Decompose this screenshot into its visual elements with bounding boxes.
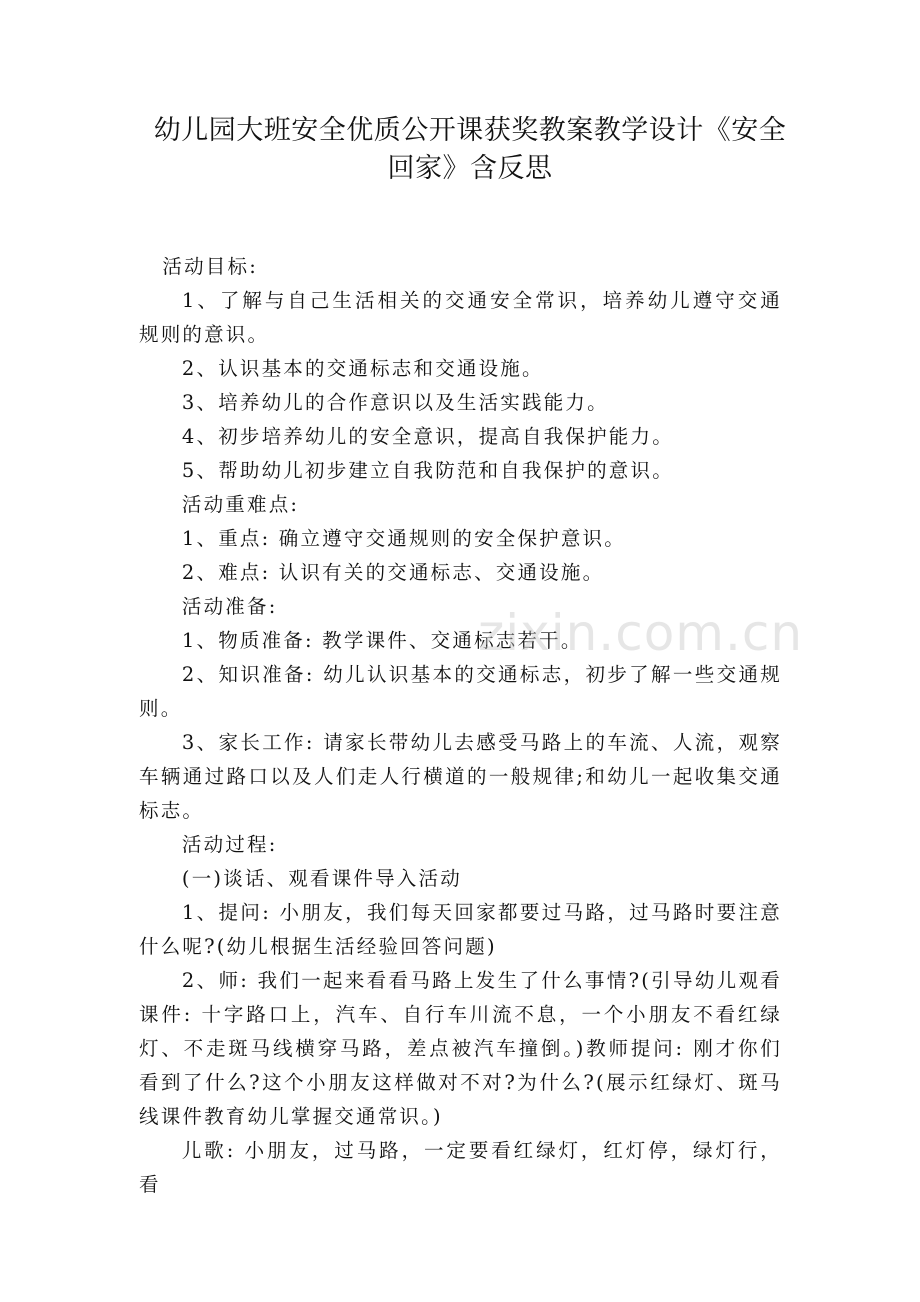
paragraph: 2、难点: 认识有关的交通标志、交通设施。 bbox=[181, 561, 605, 584]
paragraph: 5、帮助幼儿初步建立自我防范和自我保护的意识。 bbox=[181, 459, 674, 482]
paragraph: (一)谈话、观看课件导入活动 bbox=[181, 867, 462, 890]
paragraph: 4、初步培养幼儿的安全意识，提高自我保护能力。 bbox=[181, 425, 674, 448]
paragraph: 2、认识基本的交通标志和交通设施。 bbox=[181, 357, 544, 380]
paragraph: 1、了解与自己生活相关的交通安全常识，培养幼儿遵守交通规则的意识。 bbox=[139, 289, 782, 346]
paragraph: 活动重难点: bbox=[181, 493, 300, 516]
paragraph: 3、培养幼儿的合作意识以及生活实践能力。 bbox=[181, 391, 609, 414]
paragraph: 活动准备: bbox=[181, 595, 278, 618]
paragraph: 1、重点: 确立遵守交通规则的安全保护意识。 bbox=[181, 527, 626, 550]
paragraph: 儿歌: 小朋友，过马路，一定要看红绿灯，红灯停，绿灯行，看 bbox=[139, 1139, 782, 1196]
paragraph: 1、提问: 小朋友，我们每天回家都要过马路，过马路时要注意什么呢?(幼儿根据生活经验回答问题) bbox=[139, 901, 782, 958]
paragraph: 活动目标: bbox=[162, 255, 258, 278]
paragraph: 活动过程: bbox=[181, 833, 278, 856]
document-title: 幼儿园大班安全优质公开课获奖教案教学设计《安全回家》含反思 bbox=[153, 115, 787, 184]
paragraph: 3、家长工作: 请家长带幼儿去感受马路上的车流、人流，观察车辆通过路口以及人们走人行横道的一般规律;和幼儿一起收集交通标志。 bbox=[139, 731, 782, 822]
paragraph: 2、师: 我们一起来看看马路上发生了什么事情?(引导幼儿观看课件: 十字路口上，汽车、自行车川流不息，一个小朋友不看红绿灯、不走斑马线横穿马路，差点被汽车撞倒。)教师提问: 刚才你们看到了什么?这个小朋友这样做对不对?为什么?(展示红绿灯、斑马线课件教育幼儿掌握交通常识。) bbox=[139, 969, 782, 1128]
watermark: zixin.com.cn bbox=[478, 604, 804, 662]
document-body bbox=[139, 250, 782, 1202]
paragraph: 1、物质准备: 教学课件、交通标志若干。 bbox=[181, 629, 583, 652]
paragraph: 2、知识准备: 幼儿认识基本的交通标志，初步了解一些交通规则。 bbox=[139, 663, 782, 720]
